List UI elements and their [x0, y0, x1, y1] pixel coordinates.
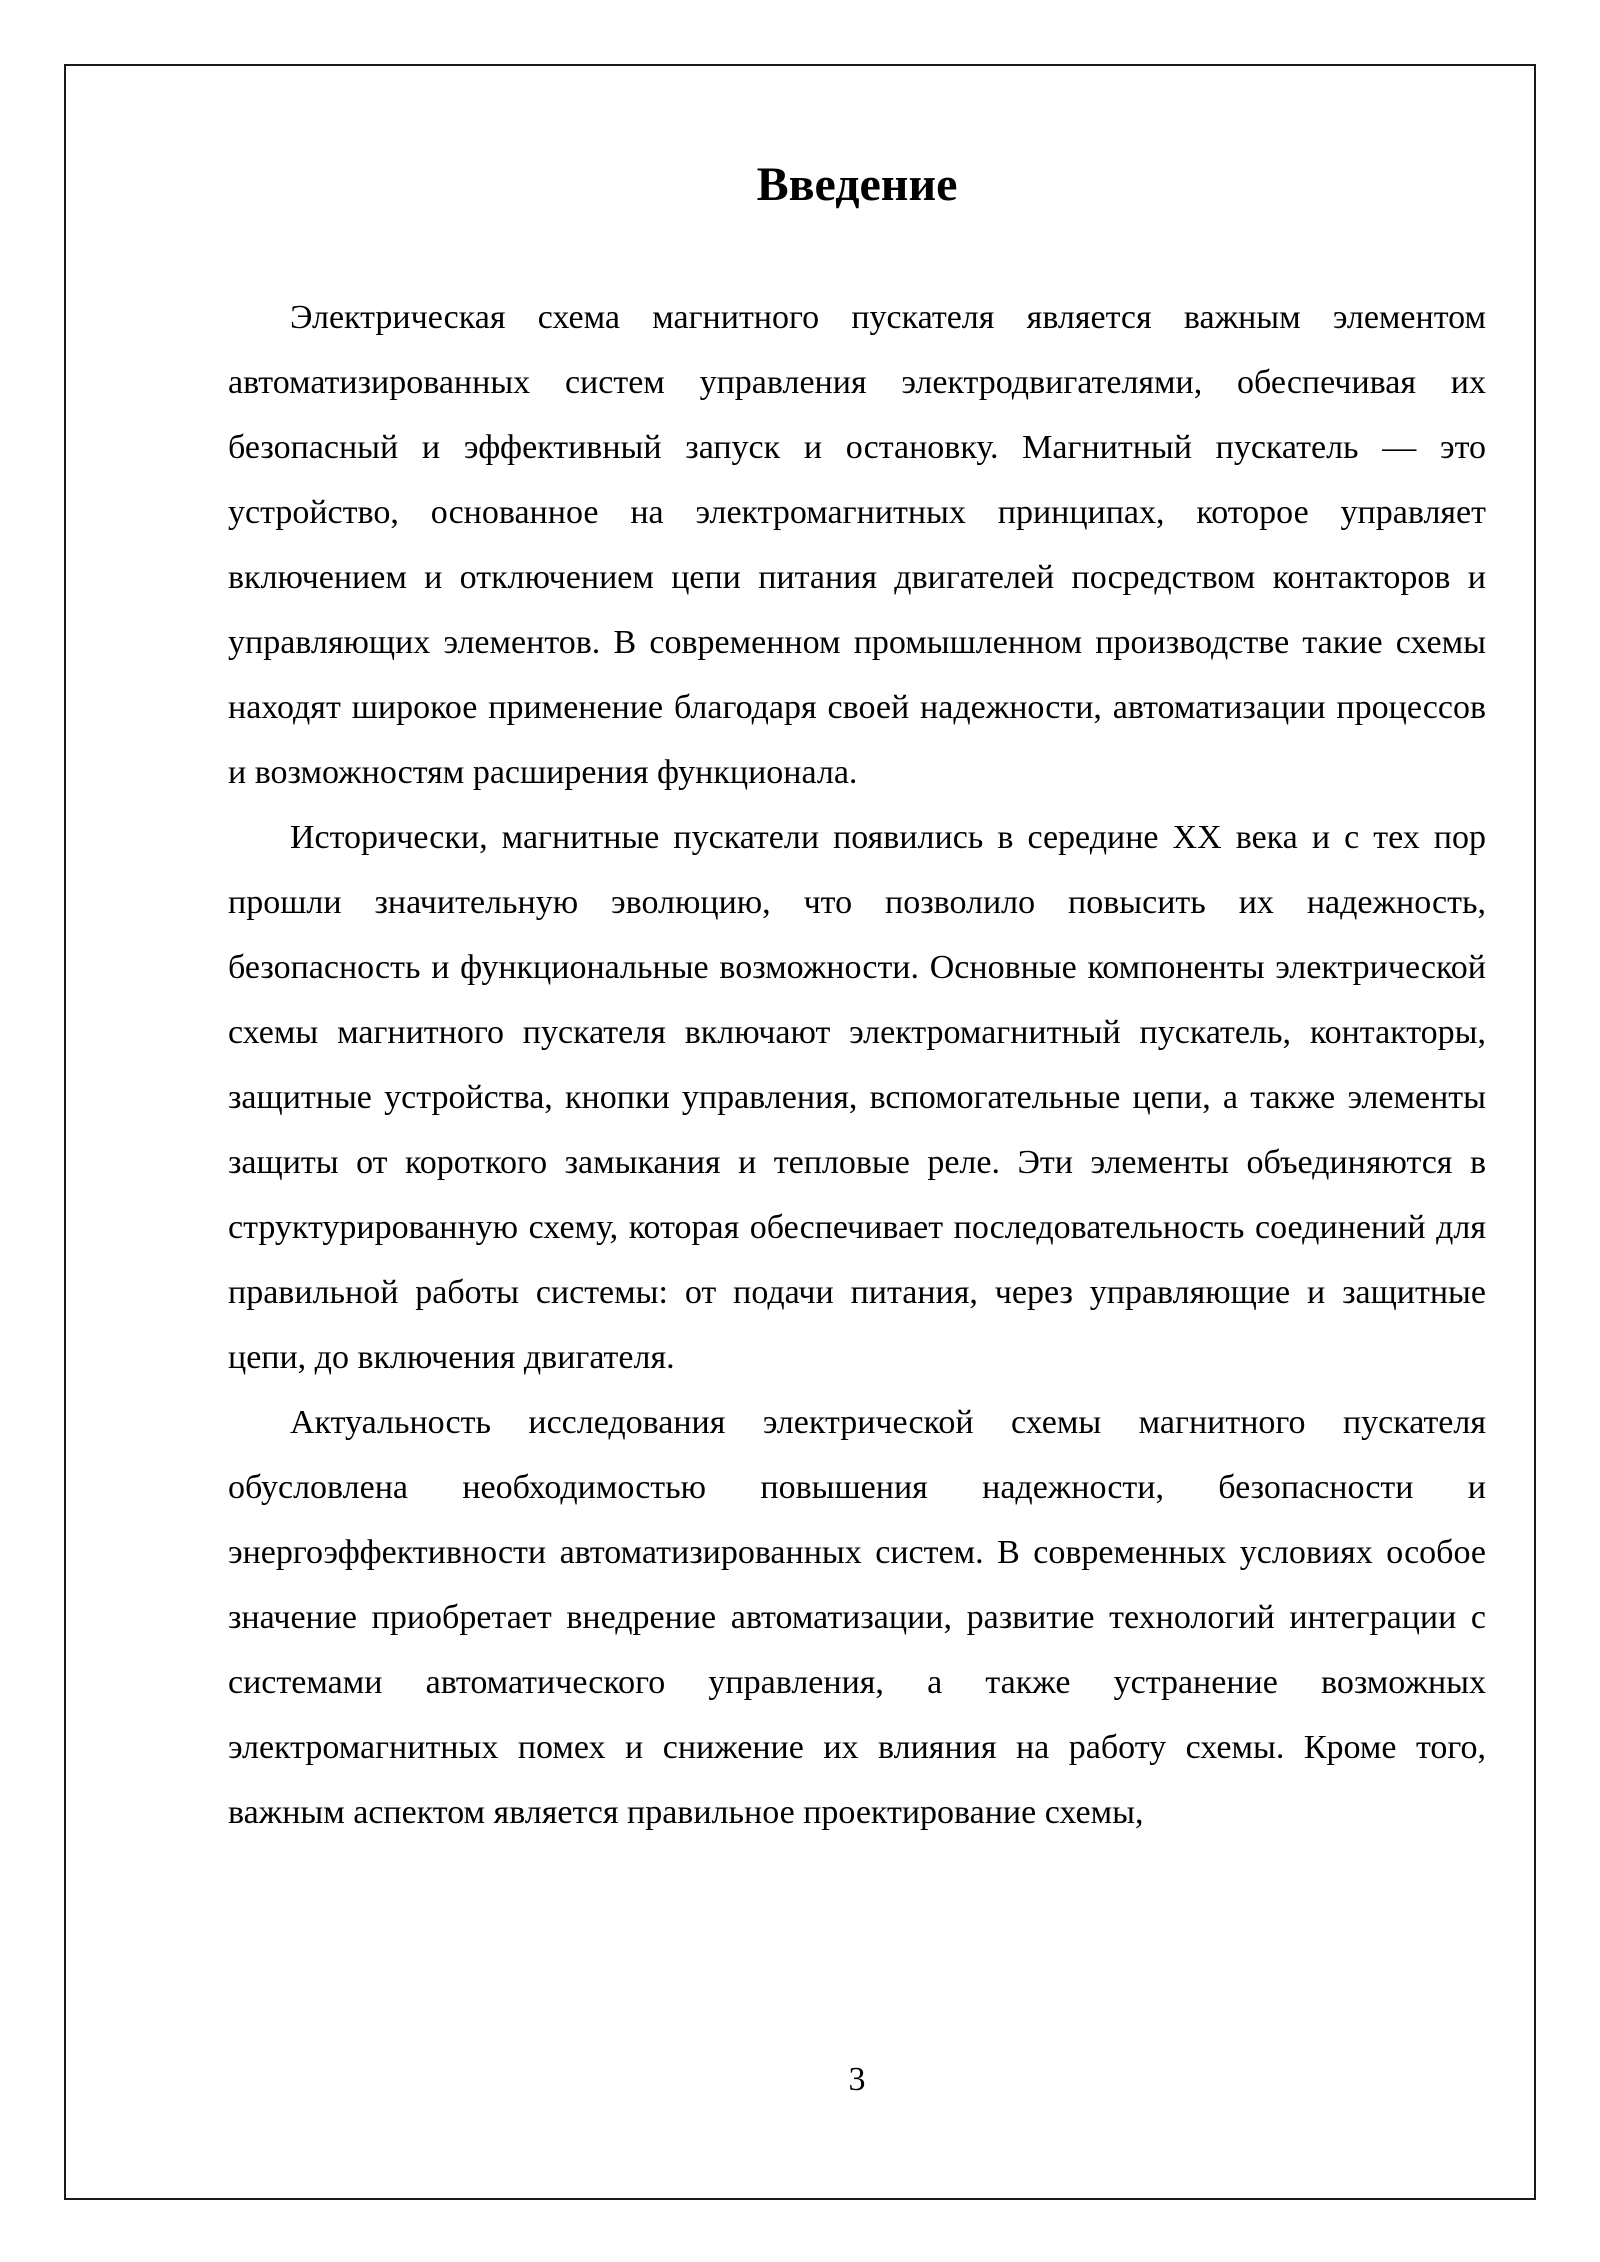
paragraph-1: Электрическая схема магнитного пускателя является важным элементом автоматизированных систем управления электродвигателями, обеспечивая их безопасный и эффективный запуск и остановку. Магнитный пускатель — это устройство, основанное на электромагнитных принципах, которое управляет включением и отключением цепи питания двигателей посредством контакторов и управляющих элементов. В современном промышленном производстве такие схемы находят широкое применение благодаря своей надежности, автоматизации процессов и возможностям расширения функционала. [228, 299, 1486, 791]
paragraph-3: Актуальность исследования электрической схемы магнитного пускателя обусловлена необходимостью повышения надежности, безопасности и энергоэффективности автоматизированных систем. В современных условиях особое значение приобретает внедрение автоматизации, развитие технологий интеграции с системами автоматического управления, а также устранение возможных электромагнитных помех и снижение их влияния на работу схемы. Кроме того, важным аспектом является правильное проектирование схемы, [228, 1404, 1486, 1831]
body-text [228, 285, 1486, 1845]
paragraph-2: Исторически, магнитные пускатели появились в середине XX века и с тех пор прошли значительную эволюцию, что позволило повысить их надежность, безопасность и функциональные возможности. Основные компоненты электрической схемы магнитного пускателя включают электромагнитный пускатель, контакторы, защитные устройства, кнопки управления, вспомогательные цепи, а также элементы защиты от короткого замыкания и тепловые реле. Эти элементы объединяются в структурированную схему, которая обеспечивает последовательность соединений для правильной работы системы: от подачи питания, через управляющие и защитные цепи, до включения двигателя. [228, 819, 1486, 1376]
page-number: 3 [848, 2061, 866, 2098]
page-title: Введение [756, 158, 958, 211]
